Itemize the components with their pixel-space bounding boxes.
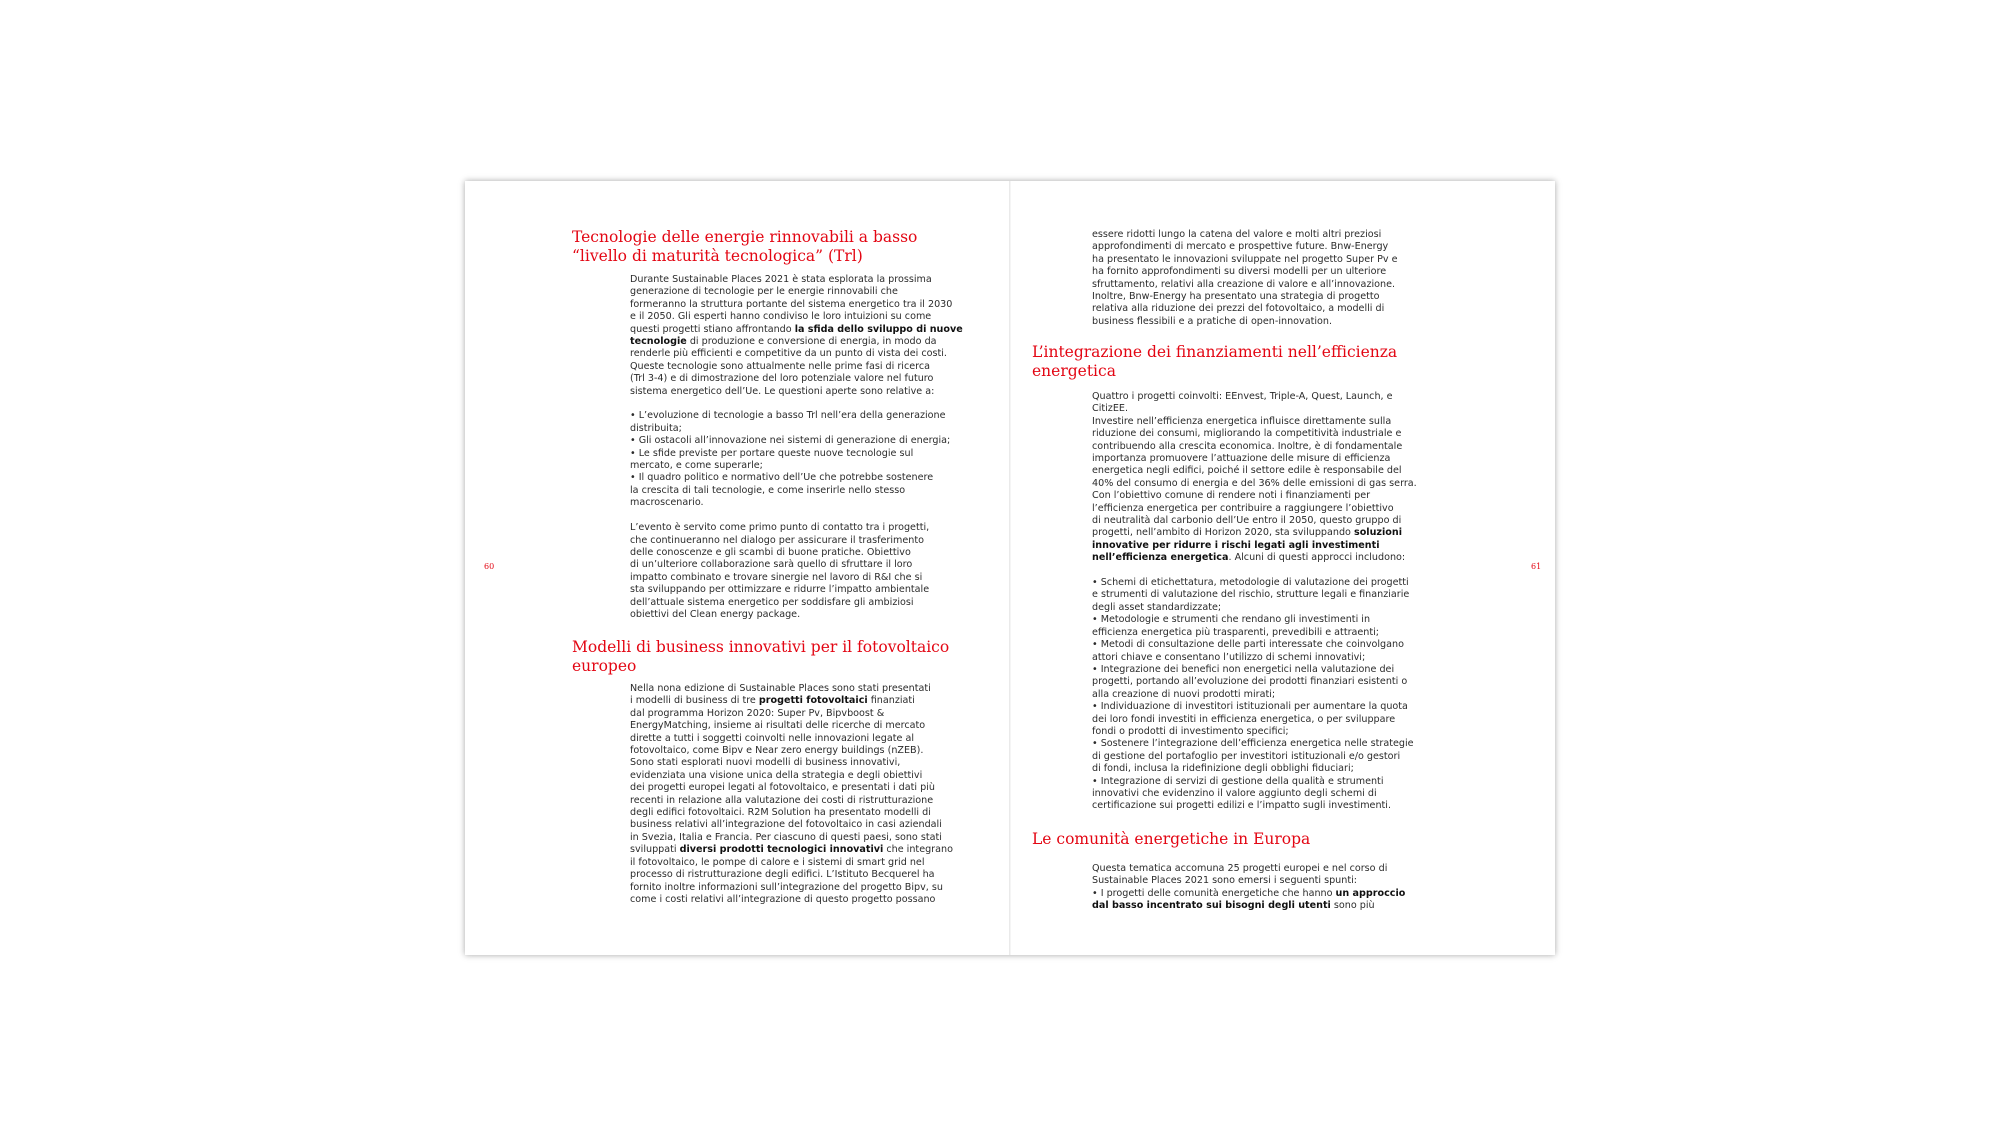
text-line: dal programma Horizon 2020: Super Pv, Bipvboost &: [630, 707, 885, 719]
text-line: business relativi all’integrazione del fotovoltaico in casi aziendali: [630, 819, 942, 831]
text-line: Sustainable Places 2021 sono emersi i seguenti spunti:: [1092, 875, 1357, 887]
text-line: e il 2050. Gli esperti hanno condiviso le loro intuizioni su come: [630, 311, 932, 323]
text-line: Durante Sustainable Places 2021 è stata esplorata la prossima: [630, 274, 932, 285]
text-line: Quattro i progetti coinvolti: EEnvest, Triple-A, Quest, Launch, e: [1092, 391, 1393, 402]
bullet-line: • Le sfide previste per portare queste nuove tecnologie sul: [630, 447, 914, 459]
text-line: degli asset standardizzate;: [1092, 601, 1222, 613]
section-body-financing: [1092, 391, 1442, 813]
bold-text: un approccio: [1335, 887, 1406, 899]
section-title-trl: Tecnologie delle energie rinnovabili a basso “livello di maturità tecnologica” (Trl): [572, 228, 918, 265]
text-line: mercato, e come superarle;: [630, 460, 763, 472]
left-page: [465, 181, 1010, 955]
bold-text: nell’efficienza energetica: [1092, 552, 1229, 564]
text-line: generazione di tecnologie per le energie rinnovabili che: [630, 286, 898, 298]
text-line: sviluppati diversi prodotti tecnologici innovativi che integrano: [630, 844, 953, 856]
text-line: progetti, nell’ambito di Horizon 2020, sta sviluppando soluzioni: [1092, 527, 1402, 539]
right-page: [1010, 181, 1555, 955]
text-line: 40% del consumo di energia e del 36% delle emissioni di gas serra.: [1092, 477, 1417, 489]
text-line: relativa alla riduzione dei prezzi del fotovoltaico, a modelli di: [1092, 303, 1385, 315]
text-line: Sono stati esplorati nuovi modelli di business innovativi,: [630, 757, 901, 769]
text-line: degli edifici fotovoltaici. R2M Solution ha presentato modelli di: [630, 807, 931, 819]
page-number: 60: [484, 562, 495, 571]
text-line: approfondimenti di mercato e prospettive future. Bnw-Energy: [1092, 241, 1389, 253]
text-line: come i costi relativi all’integrazione di questo progetto possano: [630, 893, 936, 905]
text-line: evidenziata una visione unica della strategia e degli obiettivi: [630, 769, 923, 781]
text-line: Investire nell’efficienza energetica influisce direttamente sulla: [1092, 415, 1392, 427]
text-line: dei loro fondi investiti in efficienza energetica, o per sviluppare: [1092, 713, 1396, 725]
text-line: impatto combinato e trovare sinergie nel lavoro di R&I che si: [630, 571, 923, 583]
text-line: Inoltre, Bnw-Energy ha presentato una strategia di progetto: [1092, 291, 1380, 303]
bold-text: la sfida dello sviluppo di nuove: [794, 323, 963, 335]
text-line: innovativi che evidenzino il valore aggiunto degli schemi di: [1092, 787, 1377, 799]
text-line: obiettivi del Clean energy package.: [630, 608, 801, 620]
text-line: di neutralità dal carbonio dell’Ue entro il 2050, questo gruppo di: [1092, 515, 1402, 527]
section-body-continued: [1092, 229, 1442, 328]
text-line: efficienza energetica più trasparenti, prevedibili e attraenti;: [1092, 626, 1380, 638]
text-line: CitizEE.: [1092, 403, 1128, 415]
text-line: la crescita di tali tecnologie, e come inserirle nello stesso: [630, 484, 906, 496]
text-line: attori chiave e consentano l’utilizzo di schemi innovativi;: [1092, 651, 1366, 663]
text-line: Con l’obiettivo comune di rendere noti i finanziamenti per: [1092, 490, 1371, 502]
text-line: dal basso incentrato sui bisogni degli utenti sono più: [1092, 900, 1375, 912]
page-number: 61: [1531, 562, 1542, 571]
text-line: delle conoscenze e gli scambi di buone pratiche. Obiettivo: [630, 546, 911, 558]
text-line: recenti in relazione alla valutazione dei costi di ristrutturazione: [630, 794, 934, 806]
text-line: processo di ristrutturazione degli edifici. L’Istituto Becquerel ha: [630, 869, 935, 881]
section-title-financing: L’integrazione dei finanziamenti nell’efficienza energetica: [1032, 343, 1398, 380]
bold-text: tecnologie: [630, 336, 687, 348]
text-line: ha presentato le innovazioni sviluppate nel progetto Super Pv e: [1092, 253, 1398, 265]
text-line: [1092, 540, 1442, 552]
text-line: importanza promuovere l’attuazione delle misure di efficienza: [1092, 453, 1391, 465]
brochure-spread: [465, 181, 1555, 955]
text-line: di un’ulteriore collaborazione sarà quello di sfruttare il loro: [630, 559, 913, 571]
section-title-energy-communities: Le comunità energetiche in Europa: [1032, 830, 1311, 848]
text-line: sistema energetico dell’Ue. Le questioni aperte sono relative a:: [630, 385, 935, 397]
bullet-line: • Schemi di etichettatura, metodologie di valutazione dei progetti: [1092, 577, 1409, 589]
bullet-line: • I progetti delle comunità energetiche che hanno un approccio: [1092, 887, 1406, 899]
text-line: di gestione del portafoglio per investitori istituzionali e/o gestori: [1092, 750, 1401, 762]
text-line: essere ridotti lungo la catena del valore e molti altri preziosi: [1092, 229, 1382, 240]
text-line: (Trl 3-4) e di dimostrazione del loro potenziale valore nel futuro: [630, 373, 934, 385]
text-line: dell’attuale sistema energetico per soddisfare gli ambiziosi: [630, 596, 914, 608]
bold-text: progetti fotovoltaici: [758, 695, 868, 707]
text-line: che continueranno nel dialogo per assicurare il trasferimento: [630, 534, 925, 546]
text-line: riduzione dei consumi, migliorando la competitività industriale e: [1092, 428, 1402, 440]
text-line: Queste tecnologie sono attualmente nelle prime fasi di ricerca: [630, 360, 931, 372]
text-line: energetica negli edifici, poiché il settore edile è responsabile del: [1092, 465, 1402, 477]
bullet-line: • Metodologie e strumenti che rendano gli investimenti in: [1092, 614, 1371, 626]
text-line: renderle più efficienti e competitive da un punto di vista dei costi.: [630, 348, 947, 360]
text-line: alla creazione di nuovi prodotti mirati;: [1092, 688, 1276, 700]
text-line: tecnologie di produzione e conversione di energia, in modo da: [630, 336, 937, 348]
text-line: formeranno la struttura portante del sistema energetico tra il 2030: [630, 298, 953, 310]
bold-text: diversi prodotti tecnologici innovativi: [679, 844, 884, 856]
text-line: l’efficienza energetica per contribuire a raggiungere l’obiettivo: [1092, 502, 1394, 514]
text-line: i modelli di business di tre progetti fotovoltaici finanziati: [630, 695, 915, 707]
section-title-business-models: Modelli di business innovativi per il fotovoltaico europeo: [572, 638, 950, 675]
bold-text: soluzioni: [1353, 527, 1402, 539]
bullet-line: • Gli ostacoli all’innovazione nei sistemi di generazione di energia;: [630, 435, 951, 447]
text-line: ha fornito approfondimenti su diversi modelli per un ulteriore: [1092, 266, 1387, 278]
text-line: fotovoltaico, come Bipv e Near zero energy buildings (nZEB).: [630, 745, 924, 757]
text-line: questi progetti stiano affrontando la sfida dello sviluppo di nuove: [630, 323, 963, 335]
text-line: sfruttamento, relativi alla creazione di valore e all’innovazione.: [1092, 278, 1396, 290]
text-line: dei progetti europei legati al fotovoltaico, e presentati i dati più: [630, 782, 935, 794]
bold-text: dal basso incentrato sui bisogni degli utenti: [1092, 900, 1331, 912]
text-line: dirette a tutti i soggetti coinvolti nelle innovazioni legate al: [630, 732, 915, 744]
text-line: L’evento è servito come primo punto di contatto tra i progetti,: [630, 522, 930, 534]
bullet-line: • Integrazione dei benefici non energetici nella valutazione dei: [1092, 663, 1395, 675]
section-body-trl: [630, 274, 970, 621]
section-body-energy-communities: [1092, 863, 1442, 913]
text-line: certificazione sui progetti edilizi e l’impatto sugli investimenti.: [1092, 800, 1391, 812]
bullet-line: • Il quadro politico e normativo dell’Ue che potrebbe sostenere: [630, 472, 934, 484]
text-line: distribuita;: [630, 422, 682, 434]
bullet-line: • Individuazione di investitori istituzionali per aumentare la quota: [1092, 701, 1408, 713]
text-line: nell’efficienza energetica. Alcuni di questi approcci includono:: [1092, 552, 1406, 564]
text-line: di fondi, inclusa la ridefinizione degli obblighi fiduciari;: [1092, 763, 1354, 775]
bullet-line: • Metodi di consultazione delle parti interessate che coinvolgano: [1092, 639, 1404, 651]
bullet-line: • Integrazione di servizi di gestione della qualità e strumenti: [1092, 775, 1384, 787]
bullet-line: • Sostenere l’integrazione dell’efficienza energetica nelle strategie: [1092, 738, 1414, 750]
text-line: EnergyMatching, insieme ai risultati delle ricerche di mercato: [630, 720, 926, 732]
text-line: contribuendo alla crescita economica. Inoltre, è di fondamentale: [1092, 440, 1403, 452]
text-line: fondi o prodotti di investimento specifici;: [1092, 725, 1289, 737]
text-line: business flessibili e a pratiche di open-innovation.: [1092, 315, 1333, 327]
text-line: e strumenti di valutazione del rischio, strutture legali e finanziarie: [1092, 589, 1410, 601]
text-line: macroscenario.: [630, 497, 704, 509]
text-line: sta sviluppando per ottimizzare e ridurre l’impatto ambientale: [630, 584, 930, 596]
bullet-line: • L’evoluzione di tecnologie a basso Trl nell’era della generazione: [630, 410, 946, 422]
text-line: il fotovoltaico, le pompe di calore e i sistemi di smart grid nel: [630, 856, 925, 868]
text-line: progetti, portando all’evoluzione dei prodotti finanziari esistenti o: [1092, 676, 1408, 688]
text-line: Questa tematica accomuna 25 progetti europei e nel corso di: [1092, 863, 1388, 874]
text-line: Nella nona edizione di Sustainable Places sono stati presentati: [630, 683, 931, 694]
text-line: fornito inoltre informazioni sull’integrazione del progetto Bipv, su: [630, 881, 943, 893]
text-line: in Svezia, Italia e Francia. Per ciascuno di questi paesi, sono stati: [630, 831, 942, 843]
section-body-business-models: [630, 683, 970, 906]
bold-text: innovative per ridurre i rischi legati agli investimenti: [1092, 539, 1380, 551]
